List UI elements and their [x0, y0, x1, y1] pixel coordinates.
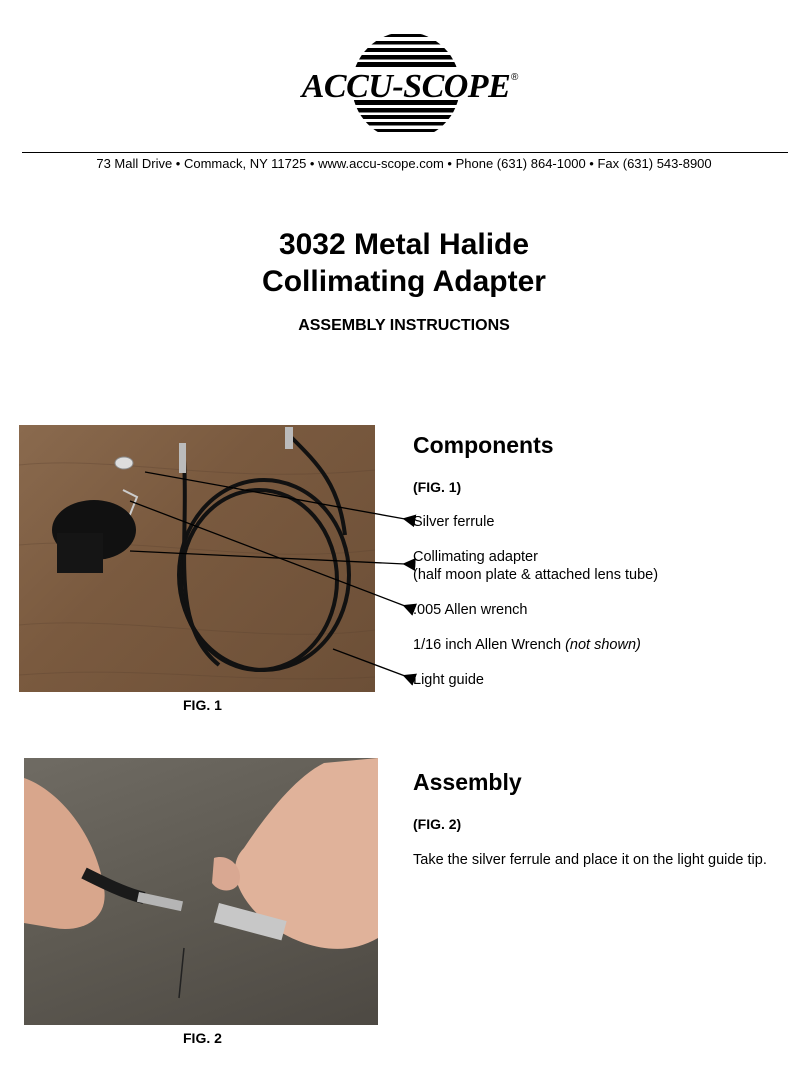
accu-scope-logo [288, 32, 524, 140]
assembly-instruction: Take the silver ferrule and place it on the light guide tip. [413, 852, 767, 868]
component-light-guide: Light guide [413, 672, 484, 688]
fig2-photo [24, 758, 378, 1025]
page-subtitle: ASSEMBLY INSTRUCTIONS [298, 317, 510, 334]
header-rule [22, 152, 788, 153]
fig1-caption: FIG. 1 [183, 697, 222, 713]
component-note: (not shown) [565, 637, 641, 653]
fig2-caption: FIG. 2 [183, 1030, 222, 1046]
component-text: 1/16 inch Allen Wrench [413, 637, 566, 653]
component-line-detail: (half moon plate & attached lens tube) [413, 567, 659, 583]
registered-mark: ® [511, 72, 519, 83]
component-allen-wrench: .005 Allen wrench [413, 602, 528, 618]
title-line-2: Collimating Adapter [262, 265, 546, 298]
page-title [0, 226, 808, 300]
components-fig-ref: (FIG. 1) [413, 479, 462, 495]
contact-line: 73 Mall Drive • Commack, NY 11725 • www.accu-scope.com • Phone (631) 864-1000 • Fax (631) 543-8900 [96, 156, 712, 171]
component-line: Collimating adapter [413, 549, 538, 565]
title-line-1: 3032 Metal Halide [278, 228, 530, 261]
logo-wordmark: ACCU-SCOPE [301, 68, 511, 105]
fig1-photo [19, 425, 375, 692]
assembly-heading: Assembly [413, 769, 522, 795]
component-silver-ferrule: Silver ferrule [413, 514, 495, 530]
component-collimating-adapter [413, 548, 658, 584]
component-inch-allen-wrench [413, 636, 641, 654]
assembly-fig-ref: (FIG. 2) [413, 816, 462, 832]
components-heading: Components [413, 432, 554, 458]
